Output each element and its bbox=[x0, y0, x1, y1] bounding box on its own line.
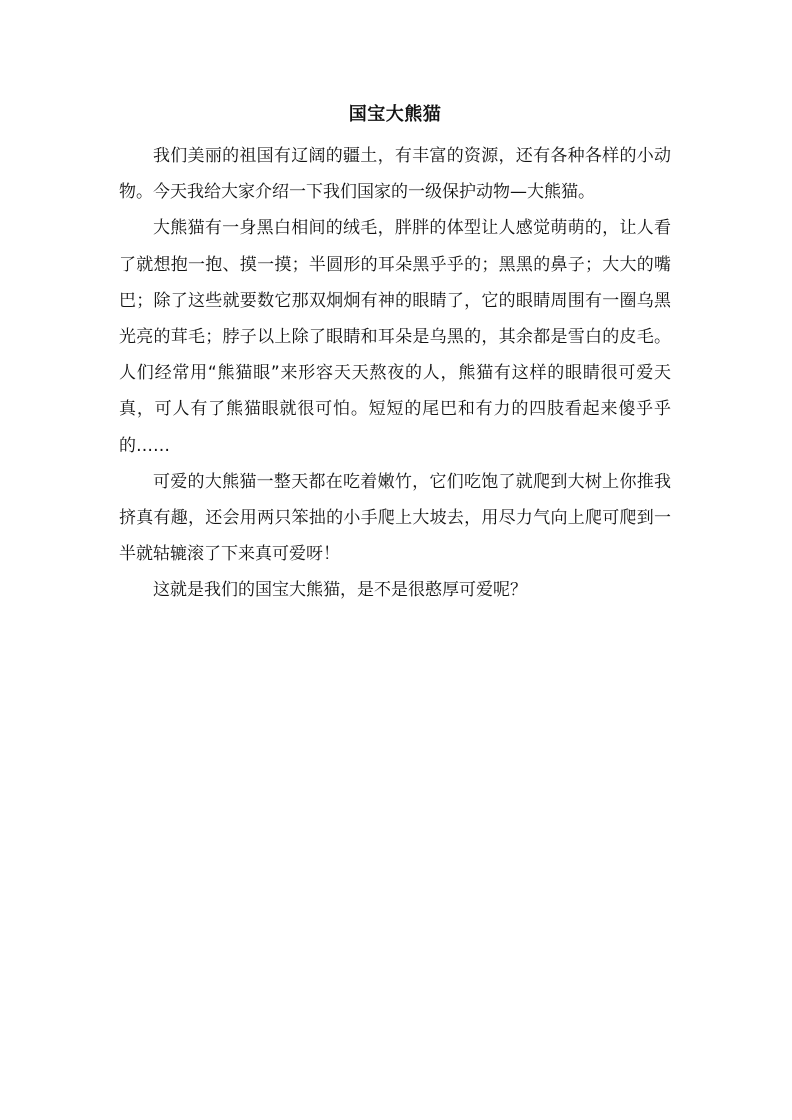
paragraph-intro: 我们美丽的祖国有辽阔的疆土，有丰富的资源，还有各种各样的小动物。今天我给大家介绍一下我们国家的一级保护动物—大熊猫。 bbox=[119, 146, 671, 203]
document-body bbox=[119, 100, 671, 609]
document-title: 国宝大熊猫 bbox=[348, 104, 442, 125]
paragraph-habits: 可爱的大熊猫一整天都在吃着嫩竹，它们吃饱了就爬到大树上你推我挤真有趣，还会用两只笨拙的小手爬上大坡去，用尽力气向上爬可爬到一半就轱辘滚了下来真可爱呀！ bbox=[119, 471, 671, 565]
paragraph-appearance: 大熊猫有一身黑白相间的绒毛，胖胖的体型让人感觉萌萌的，让人看了就想抱一抱、摸一摸；半圆形的耳朵黑乎乎的；黑黑的鼻子；大大的嘴巴；除了这些就要数它那双炯炯有神的眼睛了，它的眼睛周围有一圈乌黑光亮的茸毛；脖子以上除了眼睛和耳朵是乌黑的，其余都是雪白的皮毛。人们经常用“熊猫眼”来形容天天熬夜的人，熊猫有这样的眼睛很可爱天真，可人有了熊猫眼就很可怕。短短的尾巴和有力的四肢看起来傻乎乎的…… bbox=[119, 218, 671, 456]
paragraph-conclusion: 这就是我们的国宝大熊猫，是不是很憨厚可爱呢？ bbox=[153, 580, 527, 601]
